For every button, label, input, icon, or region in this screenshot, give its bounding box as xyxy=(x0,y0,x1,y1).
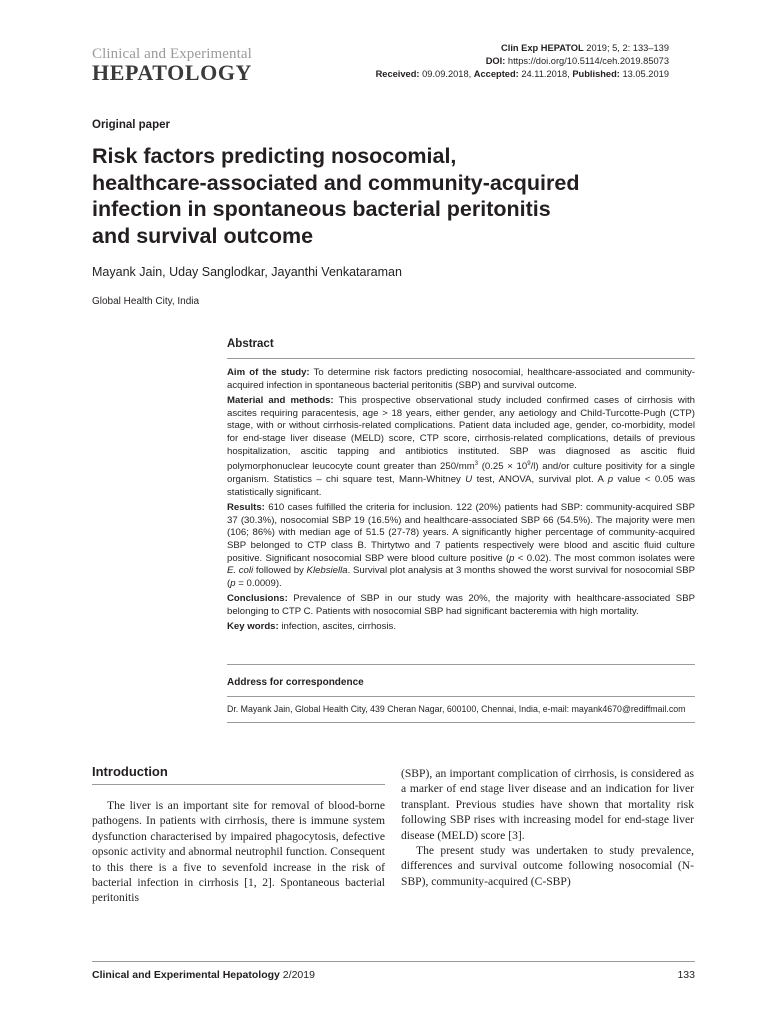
correspondence-bottom-rule xyxy=(227,722,695,723)
abstract-body xyxy=(227,367,695,637)
journal-logo-subtitle: Clinical and Experimental xyxy=(92,46,252,62)
page-number: 133 xyxy=(677,969,695,981)
correspondence-heading: Address for correspondence xyxy=(227,677,364,688)
footer-rule xyxy=(92,961,695,962)
journal-logo-title: HEPATOLOGY xyxy=(92,60,253,85)
intro-paragraph: The present study was undertaken to study prevalence, differences and survival outcome following nosocomial (N-SBP), community-acquired (C-SBP) xyxy=(401,844,694,888)
abstract-conclusions: Conclusions: Prevalence of SBP in our study was 20%, the majority with healthcare-associated SBP belonging to CTP C. Patients with nosocomial SBP had significant bacteremia with high mortality. xyxy=(227,593,695,617)
dates-line: Received: 09.09.2018, Accepted: 24.11.2018, Published: 13.05.2019 xyxy=(375,69,669,79)
introduction-rule xyxy=(92,784,385,785)
title-line: and survival outcome xyxy=(92,223,314,248)
doi-line[interactable]: DOI: https://doi.org/10.5114/ceh.2019.85073 xyxy=(485,56,669,66)
correspondence-top-rule xyxy=(227,664,695,665)
authors: Mayank Jain, Uday Sanglodkar, Jayanthi Venkataraman xyxy=(92,265,402,279)
abstract-keywords: Key words: infection, ascites, cirrhosis. xyxy=(227,621,397,633)
footer-journal: Clinical and Experimental Hepatology 2/2019 xyxy=(92,969,315,981)
title-line: infection in spontaneous bacterial peritonitis xyxy=(92,197,551,221)
abstract-aim: Aim of the study: To determine risk factors predicting nosocomial, healthcare-associated and community-acquired infection in spontaneous bacterial peritonitis (SBP) and survival outcome. xyxy=(227,367,695,391)
title-line: healthcare-associated and community-acquired xyxy=(92,170,580,195)
abstract-heading: Abstract xyxy=(227,338,274,350)
abstract-top-rule xyxy=(227,358,695,359)
abstract-results: Results: 610 cases fulfilled the criteria for inclusion. 122 (20%) patients had SBP: community-acquired SBP 37 (30.3%), nosocomial SBP 19 (16.5%) and healthcare-associated SBP 66 (54.5%). The majority were men (106; 86%) with median age of 51.5 (27-78) years. A significantly higher percentage of community-acquired SBP belonged to CTP class B. Thirtytwo and 7 patients respectively were blood and ascitic fluid culture positive. Significant nosocomial SBP were blood culture positive (p < 0.02). The most common isolates were E. coli followed by Klebsiella. Survival plot analysis at 3 months showed the worst survival for nosocomial SBP (p = 0.0009). xyxy=(227,502,695,589)
body-column-right xyxy=(401,766,694,889)
correspondence-text: Dr. Mayank Jain, Global Health City, 439 Cheran Nagar, 600100, Chennai, India, e-mail: mayank4670@rediffmail.com xyxy=(227,704,686,714)
intro-paragraph: The liver is an important site for removal of blood-borne pathogens. In patients with cirrhosis, there is immune system dysfunction characterised by impaired phagocytosis, defective opsonic activity and abnormal neutrophil function. Consequent to this there is a five to sevenfold increase in the risk of bacterial infection in cirrhosis [1, 2]. Spontaneous bacterial peritonitis xyxy=(92,799,385,905)
body-column-left xyxy=(92,798,385,906)
introduction-heading: Introduction xyxy=(92,764,168,779)
title-line: Risk factors predicting nosocomial, xyxy=(92,144,457,168)
abstract-methods: Material and methods: This prospective observational study included confirmed cases of cirrhosis with ascites requiring paracentesis, age > 18 years, either gender, any aetiology and Child-Turcotte-Pugh (CTP) stage, with or without cirrhosis-related complications. Patient data included age, gender, co-morbidity, model for end-stage liver disease (MELD) score, CTP score, cirrhosis-related complications, details of previous hospitalization, ascitic tapping and antibiotics instituted. SBP was diagnosed as ascitic fluid polymorphonuclear leucocyte count greater than $250/mm^3$ $(0.25 \times 10^9/l)$ and/or culture positivity for a single organism. Statistics – chi square test, Mann-Whitney U test, ANOVA, survival plot. A p value < 0.05 was statistically significant. xyxy=(227,395,696,498)
affiliation: Global Health City, India xyxy=(92,296,200,307)
article-type: Original paper xyxy=(92,119,170,131)
intro-paragraph: (SBP), an important complication of cirrhosis, is considered as a marker of end stage liver disease and an indication for liver transplant. Previous studies have shown that mortality risk following SBP rises with increasing model for end-stage liver disease (MELD) score [3]. xyxy=(401,767,694,842)
citation-line: Clin Exp HEPATOL 2019; 5, 2: 133–139 xyxy=(501,43,669,53)
correspondence-rule xyxy=(227,696,695,697)
article-title xyxy=(92,143,652,249)
